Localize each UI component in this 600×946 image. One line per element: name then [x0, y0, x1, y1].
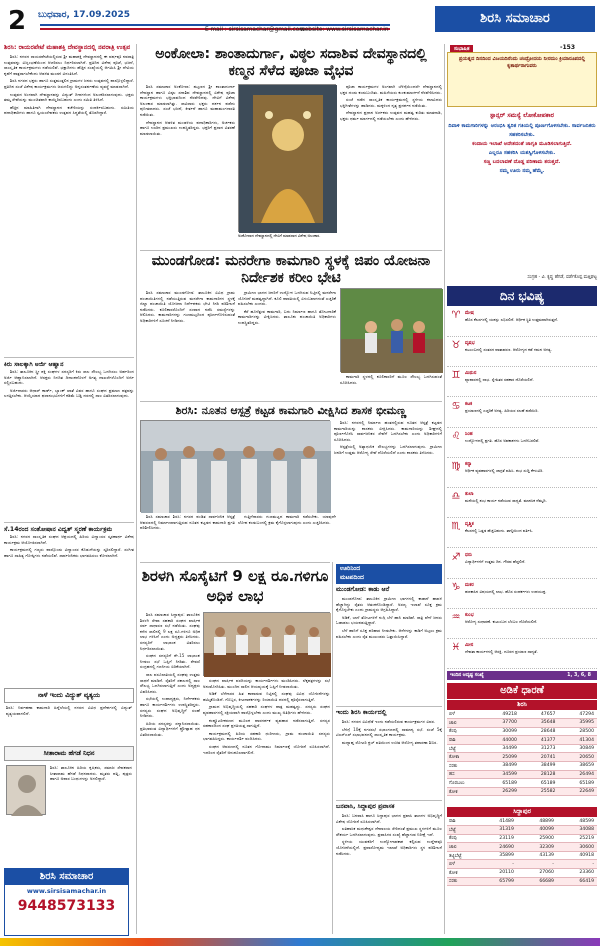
- market-price: 38659: [558, 762, 597, 771]
- rashi-row: [447, 519, 597, 548]
- ankola-deity-photo: [238, 84, 336, 232]
- market-price: 28128: [520, 770, 559, 779]
- rashi-name: ತುಲಾ: [465, 492, 474, 498]
- market-price: 31273: [520, 744, 559, 753]
- rashi-text: ಕೆಲಸದಲ್ಲಿ ಒತ್ತಡ ಹೆಚ್ಚಬಹುದು. ತಾಳ್ಮೆಯಿಂದ ವರ್ತಿಸಿ.: [465, 528, 534, 534]
- market-price: 65189: [481, 779, 520, 788]
- header-website: website: www.sirsisamachar.in: [300, 27, 389, 33]
- rashi-name: ವೃಶ್ಚಿಕ: [465, 522, 474, 528]
- market-price: 31319: [477, 826, 517, 835]
- market-price: 28500: [558, 727, 597, 736]
- subhashita-box: [447, 52, 597, 107]
- headline-mundgod: ಮುಂಡಗೋಡ: ಮನರೇಗಾ ಕಾಮಗಾರಿ ಸ್ಥಳಕ್ಕೆ ಜಿಪಂ ಯೋಜನಾ ನಿರ್ದೇಶಕ ಕರೀಂ ಭೇಟಿ: [151, 253, 431, 286]
- left-story2-body: ಶಿರಸಿ: ತಾಲೂಕಿನ ಸ್ತ್ರೀ ಶಕ್ತಿ ಸಂಘಗಳ ಸದಸ್ಯರಿಗೆ ಕಿರು ಸಾಲ ಸೌಲಭ್ಯ ಒದಗಿಸಲು ಅರ್ಹರಿಂದ ಅರ್ಜಿ ಆಹ್ವಾನಿಸಲಾಗಿದೆ. ಆಸಕ್ತರು ನಿಗದಿತ ದಿನಾಂಕದೊಳಗೆ ಅಗತ್ಯ ದಾಖಲೆಗಳೊಂದಿಗೆ ಅರ್ಜಿ ಸಲ್ಲಿಸಬಹುದು. ಅರ್ಜಿದಾರರು ಆಧಾರ್ ಕಾರ್ಡ್, ಬ್ಯಾಂಕ್ ಖಾತೆ ವಿವರ ಹಾಗೂ ಸಂಘದ ಪ್ರಮಾಣ ಪತ್ರವನ್ನು ಲಗತ್ತಿಸಬೇಕು. ಆಯ್ಕೆಯಾದ ಫಲಾನುಭವಿಗಳಿಗೆ ಕಡಿಮೆ ಬಡ್ಡಿ ದರದಲ್ಲಿ ಸಾಲ ವಿತರಿಸಲಾಗುವುದು.: [4, 369, 134, 399]
- rashi-text: ವ್ಯಾಪಾರದಲ್ಲಿ ಲಾಭ. ಸ್ನೇಹಿತರ ಸಹಕಾರ ದೊರೆಯಲಿದೆ.: [465, 377, 534, 383]
- market-variety: ಹಸ: [447, 770, 481, 779]
- market-row: [447, 753, 597, 762]
- zodiac-sign-icon: ♎: [451, 491, 461, 503]
- story-shiralagi-col2: ಸಂಘದ ವಾರ್ಷಿಕ ವರದಿಯನ್ನು ಕಾರ್ಯದರ್ಶಿಗಳು ಮಂಡಿಸಿದರು. ಲೆಕ್ಕಪತ್ರಗಳನ್ನು ಸಭೆ ಅನುಮೋದಿಸಿತು. ಮುಂದಿನ ಸಾಲಿನ ಆಯವ್ಯಯಕ್ಕೆ ಒಪ್ಪಿಗೆ ನೀಡಲಾಯಿತು. ಅಡಿಕೆ ಬೆಳೆಗಾರರ ಹಿತ ಕಾಪಾಡುವ ನಿಟ್ಟಿನಲ್ಲಿ ಸಂಘವು ವಿವಿಧ ಯೋಜನೆಗಳನ್ನು ಹಮ್ಮಿಕೊಂಡಿದೆ. ಗೊಬ್ಬರ, ಕೀಟನಾಶಕಗಳನ್ನು ರಿಯಾಯಿತಿ ದರದಲ್ಲಿ ಪೂರೈಸಲಾಗುತ್ತಿದೆ. ಗ್ರಾಮದ ಅಭಿವೃದ್ಧಿಯಲ್ಲಿ ಸಹಕಾರಿ ಸಂಘಗಳ ಪಾತ್ರ ಮಹತ್ವದ್ದು. ಸದಸ್ಯರು ಸಂಘದ ವ್ಯವಹಾರಗಳಲ್ಲಿ ಸಕ್ರಿಯವಾಗಿ ಪಾಲ್ಗೊಳ್ಳಬೇಕು ಎಂದು ಮುಖ್ಯ ಅತಿಥಿಗಳು ಹೇಳಿದರು. ಕಂಪ್ಯೂಟರೀಕರಣದ ಮೂಲಕ ಪಾರದರ್ಶಕ ವ್ಯವಹಾರ ನಡೆಸಲಾಗುತ್ತಿದೆ. ಸದಸ್ಯರ ಸಹಕಾರದಿಂದ ಸಂಘ ಪ್ರಗತಿಯತ್ತ ಸಾಗುತ್ತಿದೆ. ಕಾರ್ಯಕ್ರಮದಲ್ಲಿ ಹಿರಿಯ ಸಹಕಾರಿ ಧುರೀಣರು, ಗ್ರಾಮ ಪಂಚಾಯಿತಿ ಸದಸ್ಯರು ಭಾಗವಹಿಸಿದ್ದರು. ಕಾರ್ಯದರ್ಶಿ ವಂದಿಸಿದರು. ಸಂಘದ ಆವರಣದಲ್ಲಿ ನೂತನ ಗೋದಾಮು ನಿರ್ಮಾಣಕ್ಕೆ ಯೋಜನೆ ರೂಪಿಸಲಾಗಿದೆ. ಇದರಿಂದ ರೈತರಿಗೆ ಅನುಕೂಲವಾಗಲಿದೆ.: [203, 678, 330, 755]
- page-number: 2: [8, 6, 27, 36]
- market-price: 23119: [477, 834, 517, 843]
- market-price: 23360: [557, 869, 597, 878]
- market-row: [447, 877, 597, 886]
- market-price: 65189: [520, 779, 559, 788]
- market-price: 34599: [481, 770, 520, 779]
- local-news-headline: ಮುಂಡಗೋಡ: ಕಾಡು ಆನೆ: [336, 586, 390, 593]
- story-mundgod-col2: ಗ್ರಾಮೀಣ ಭಾಗದ ಜನರಿಗೆ ಉದ್ಯೋಗ ಒದಗಿಸುವ ನಿಟ್ಟಿನಲ್ಲಿ ಮನರೇಗಾ ಯೋಜನೆ ಮಹತ್ವದ್ದಾಗಿದೆ. ಕೂಲಿ ಪಾವತಿಯಲ್ಲಿ ವಿಳಂಬವಾಗದಂತೆ ಎಚ್ಚರಿಕೆ ವಹಿಸಬೇಕು ಎಂದರು. ಕೆರೆ ಹೂಳೆತ್ತುವ ಕಾಮಗಾರಿ, ಬದು ನಿರ್ಮಾಣ ಹಾಗೂ ತೋಟಗಾರಿಕೆ ಕಾಮಗಾರಿಗಳನ್ನು ವೀಕ್ಷಿಸಿದರು. ತಾಲೂಕು ಪಂಚಾಯಿತಿ ಅಧಿಕಾರಿಗಳು ಉಪಸ್ಥಿತರಿದ್ದರು.: [238, 290, 336, 325]
- story-hospital-col2: ಗುತ್ತಿಗೆದಾರರು ಗುಣಮಟ್ಟದ ಕಾಮಗಾರಿ ನಡೆಸಬೇಕು. ಯಾವುದೇ ಲೋಪ ಕಂಡುಬಂದಲ್ಲಿ ಕ್ರಮ ಕೈಗೊಳ್ಳಲಾಗುವುದು ಎಂದು ಎಚ್ಚರಿಸಿದರು.: [238, 514, 336, 525]
- rashi-row: [447, 308, 597, 337]
- market-price: 35899: [477, 851, 517, 860]
- market-row: [447, 762, 597, 771]
- market-price: 48899: [517, 817, 557, 826]
- market-price: 41377: [520, 736, 559, 745]
- zodiac-sign-icon: ♑: [451, 581, 461, 593]
- sirsi-market-heading: ಶಿರಸಿ: [447, 700, 597, 710]
- local-tag-1: ಊರಿನಿಂದ: [340, 565, 361, 572]
- obituary: [4, 763, 134, 843]
- market-variety: ಕೋಕ: [447, 787, 481, 796]
- market-variety: ರಾಶಿ: [447, 736, 481, 745]
- market-price: 65189: [558, 779, 597, 788]
- issue-date: ಬುಧವಾರ, 17.09.2025: [38, 10, 130, 20]
- market-price: 34499: [481, 744, 520, 753]
- rashi-name: ಕನ್ಯಾ: [465, 462, 472, 467]
- sirsi-market-table: [447, 700, 597, 796]
- market-row: [447, 736, 597, 745]
- notice-headline: ಸ್ಪಾನ್ಸರ್ ಸಮಸ್ಯೆ ಲೋಕೋಪಕಾರ: [489, 112, 555, 119]
- meeting-dais-icon: [204, 613, 331, 677]
- market-price: 49218: [481, 710, 520, 719]
- market-variety: ಚಾಲಿ: [447, 843, 477, 852]
- market-row: [447, 727, 597, 736]
- market-price: 34088: [557, 826, 597, 835]
- market-price: 35648: [520, 719, 559, 728]
- zodiac-sign-icon: ♌: [451, 430, 461, 442]
- market-price: 47294: [558, 710, 597, 719]
- market-variety: ಚಾಲಿ: [447, 719, 481, 728]
- market-row: [447, 860, 597, 869]
- market-variety: ಕೋಕ: [447, 869, 477, 878]
- zodiac-sign-icon: ♓: [451, 642, 461, 654]
- left-column: [4, 44, 134, 864]
- power-cut-headline: ನಾಳೆ ಇಂದು ವಿದ್ಯುತ್ ವ್ಯತ್ಯಯ: [4, 688, 134, 703]
- market-price: 30600: [557, 843, 597, 852]
- masthead: ಶಿರಸಿ ಸಮಾಚಾರ: [435, 6, 595, 32]
- market-variety: ಕೆಂಪು: [447, 834, 477, 843]
- market-price: -: [517, 860, 557, 869]
- logo-phone: 9448573133: [17, 898, 116, 914]
- logo-site: www.sirsisamachar.in: [26, 887, 107, 895]
- zodiac-sign-icon: ♋: [451, 400, 461, 412]
- rashi-name: ಮಕರ: [465, 582, 474, 588]
- siddapur-market-heading: ಸಿದ್ದಾಪುರ: [447, 807, 597, 817]
- market-row: [447, 869, 597, 878]
- market-row: [447, 744, 597, 753]
- today-body: ಶಿರಸಿ: ನಗರದ ವಿವಿಧೆಡೆ ಇಂದು ನಡೆಯಲಿರುವ ಕಾರ್ಯಕ್ರಮಗಳ ವಿವರ. ಬೆಳಿಗ್ಗೆ 10ಕ್ಕೆ ನಗರಸಭೆ ಸಭಾಂಗಣದಲ್ಲಿ ಸಾಮಾನ್ಯ ಸಭೆ. ಸಂಜೆ 5ಕ್ಕೆ ಟಿಎಸ್ಎಸ್ ಸಭಾಭವನದಲ್ಲಿ ಸಾಂಸ್ಕೃತಿಕ ಕಾರ್ಯಕ್ರಮ. ಮಧ್ಯಾಹ್ನ ರೋಟರಿ ಕ್ಲಬ್ ವತಿಯಿಂದ ಉಚಿತ ಆರೋಗ್ಯ ತಪಾಸಣಾ ಶಿಬಿರ.: [336, 719, 442, 745]
- field-visit-icon: [341, 289, 443, 373]
- officials-group-icon: [141, 421, 331, 513]
- column-divider: [136, 44, 137, 934]
- subhashita-number: -153: [560, 44, 576, 51]
- zodiac-sign-icon: ♉: [451, 340, 461, 352]
- notice-body: ದಿವಾಳಿ ಕಾಮಗಾರಿಗಳನ್ನು ಆರಂಭಿಸಿ ತ್ವರಿತ ಗತಿಯಲ್ಲಿ ಪೂರ್ಣಗೊಳಿಸಬೇಕು. ಸಾರ್ವಜನಿಕರು ಸಹಕರಿಸಬೇಕು. ಕಂದಾಯ ಇಲಾಖೆ ಆದೇಶದಂತೆ ಜಾಗೃತಿ ಮೂಡಿಸಲಾಗುತ್ತಿದೆ. ಎಲ್ಲರೂ ಸಹಕರಿಸಿ ಯಶಸ್ವಿಗೊಳಿಸಬೇಕು. ಸಣ್ಣ ಬದಲಾವಣೆ ದೊಡ್ಡ ಪರಿಣಾಮ ತರುತ್ತದೆ. ನಮ್ಮ ಊರು ನಮ್ಮ ಹೆಮ್ಮೆ.: [448, 123, 596, 174]
- rashi-row: [447, 368, 597, 397]
- market-price: 35995: [558, 719, 597, 728]
- market-variety: ಬೆಟ್ಟೆ: [447, 744, 481, 753]
- market-variety: ಕೋಕಾ: [447, 753, 481, 762]
- rashi-name: ಕುಂಭ: [465, 613, 474, 618]
- rashi-text: ಮನೆಯಲ್ಲಿ ಶುಭ ಕಾರ್ಯ ನಡೆಯುವ ಸಾಧ್ಯತೆ. ಮಾನಸಿಕ ನೆಮ್ಮದಿ.: [465, 498, 547, 504]
- market-price: 28648: [520, 727, 559, 736]
- footer-color-strip: [0, 938, 600, 946]
- story-ankola-col1: ಶಿರಸಿ ಸಮಾಚಾರ ಅಂಕೋಲಾ: ಪಟ್ಟಣದ ಶ್ರೀ ಶಾಂತಾದುರ್ಗಾ ದೇವಸ್ಥಾನ ಹಾಗೂ ವಿಠ್ಠಲ ಸದಾಶಿವ ದೇವಸ್ಥಾನದಲ್ಲಿ ವಿಶೇಷ ಪೂಜಾ ಕಾರ್ಯಕ್ರಮಗಳು ಭಕ್ತಿಭಾವದಿಂದ ನೆರವೇರಿದವು. ದೇವಿಗೆ ವಿಶೇಷ ಅಲಂಕಾರ ಮಾಡಲಾಗಿತ್ತು. ಸಾವಿರಾರು ಭಕ್ತರು ದರ್ಶನ ಪಡೆದು ಪುನೀತರಾದರು. ಸಂಜೆ ಭಜನೆ, ಕೀರ್ತನೆ ಹಾಗೂ ಮಹಾಮಂಗಳಾರತಿ ನಡೆಯಿತು. ದೇವಸ್ಥಾನದ ಆಡಳಿತ ಮಂಡಳಿಯ ಪದಾಧಿಕಾರಿಗಳು, ಅರ್ಚಕರು ಹಾಗೂ ಊರಿನ ಪ್ರಮುಖರು ಉಪಸ್ಥಿತರಿದ್ದರು. ಭಕ್ತರಿಗೆ ಪ್ರಸಾದ ವಿತರಣೆ ಮಾಡಲಾಯಿತು.: [140, 84, 235, 136]
- rashi-row: [447, 610, 597, 639]
- market-row: [447, 851, 597, 860]
- market-variety: ಗೊರಬಲು: [447, 779, 481, 788]
- market-price: 30849: [558, 744, 597, 753]
- market-row: [447, 787, 597, 796]
- story-shiralagi-col1: ಶಿರಸಿ ಸಮಾಚಾರ ಸಿದ್ದಾಪುರ: ತಾಲೂಕಿನ ಶಿರಳಗಿ ಸೇವಾ ಸಹಕಾರಿ ಸಂಘದ ವಾರ್ಷಿಕ ಸರ್ವ ಸಾಧಾರಣ ಸಭೆ ನಡೆಯಿತು. ಸಂಘವು ಕಳೆದ ಸಾಲಿನಲ್ಲಿ 9 ಲಕ್ಷ ರೂ.ಗಳಿಗೂ ಅಧಿಕ ಲಾಭ ಗಳಿಸಿದೆ ಎಂದು ಅಧ್ಯಕ್ಷರು ತಿಳಿಸಿದರು. ಸದಸ್ಯರಿಗೆ ಲಾಭಾಂಶ ವಿತರಿಸಲು ನಿರ್ಧರಿಸಲಾಯಿತು. ಸಂಘದ ಸದಸ್ಯರಿಗೆ ಶೇ.15 ಲಾಭಾಂಶ ನೀಡಲು ಸಭೆ ಒಪ್ಪಿಗೆ ನೀಡಿತು. ಠೇವಣಿ ಸಂಗ್ರಹದಲ್ಲಿ ಗಣನೀಯ ಏರಿಕೆಯಾಗಿದೆ. ಸಾಲ ವಸೂಲಾತಿಯಲ್ಲಿ ಸಂಘವು ಉತ್ತಮ ಸಾಧನೆ ಮಾಡಿದೆ. ರೈತರಿಗೆ ಸಕಾಲದಲ್ಲಿ ಸಾಲ ಸೌಲಭ್ಯ ಒದಗಿಸಲಾಗುತ್ತಿದೆ ಎಂದು ಅಧ್ಯಕ್ಷರು ವಿವರಿಸಿದರು. ಸಭೆಯಲ್ಲಿ ಉಪಾಧ್ಯಕ್ಷರು, ನಿರ್ದೇಶಕರು ಹಾಗೂ ಕಾರ್ಯದರ್ಶಿಗಳು ಉಪಸ್ಥಿತರಿದ್ದರು. ಸದಸ್ಯರು ಸಂಘದ ಅಭಿವೃದ್ಧಿಗೆ ಸಲಹೆ ನೀಡಿದರು. ಹಿರಿಯ ಸದಸ್ಯರನ್ನು ಸನ್ಮಾನಿಸಲಾಯಿತು. ಪ್ರತಿಭಾವಂತ ವಿದ್ಯಾರ್ಥಿಗಳಿಗೆ ಪ್ರೋತ್ಸಾಹ ಧನ ವಿತರಿಸಲಾಯಿತು.: [140, 612, 200, 737]
- mundgod-field-photo: [340, 288, 442, 372]
- header-email: E mail : sirsisamachar@gmail.com: [205, 27, 305, 33]
- market-variety: ಬಿಳೆ: [447, 710, 481, 719]
- logo-name: ಶಿರಸಿ ಸಮಾಚಾರ: [5, 869, 128, 885]
- market-price: 26494: [558, 770, 597, 779]
- sirsi-samachar-logo: [4, 868, 129, 936]
- zodiac-sign-icon: ♈: [451, 310, 461, 321]
- rashi-text: ಆರೋಗ್ಯ ಸುಧಾರಣೆ. ಕುಟುಂಬದ ಬೆಂಬಲ ದೊರೆಯಲಿದೆ.: [465, 619, 538, 624]
- banavasi-body: ಶಿರಸಿ: ಬನವಾಸಿ ಹಾಗೂ ಸಿದ್ದಾಪುರ ಭಾಗದ ಪ್ರವಾಸಿ ತಾಣಗಳ ಅಭಿವೃದ್ಧಿಗೆ ವಿಶೇಷ ಯೋಜನೆ ರೂಪಿಸಲಾಗಿದೆ. ಐತಿಹಾಸಿಕ ಮಧುಕೇಶ್ವರ ದೇವಾಲಯ ಸೇರಿದಂತೆ ಪ್ರಮುಖ ಸ್ಥಳಗಳಿಗೆ ಮೂಲ ಸೌಕರ್ಯ ಒದಗಿಸಲಾಗುವುದು. ಪ್ರವಾಸಿಗರ ಸಂಖ್ಯೆ ಹೆಚ್ಚಾಗುವ ನಿರೀಕ್ಷೆ ಇದೆ. ಸ್ಥಳೀಯ ಯುವಕರಿಗೆ ಉದ್ಯೋಗಾವಕಾಶ ಕಲ್ಪಿಸುವ ಉದ್ದೇಶವೂ ಯೋಜನೆಯಲ್ಲಿದೆ. ಪ್ರವಾಸೋದ್ಯಮ ಇಲಾಖೆ ಅಧಿಕಾರಿಗಳು ಸ್ಥಳ ಪರಿಶೀಲನೆ ನಡೆಸಿದರು.: [336, 813, 442, 856]
- zodiac-sign-icon: ♒: [451, 612, 461, 623]
- market-price: 22649: [558, 787, 597, 796]
- market-row: [447, 826, 597, 835]
- rashi-bhavishya-title: ದಿನ ಭವಿಷ್ಯ: [447, 286, 597, 306]
- zodiac-sign-icon: ♊: [451, 370, 461, 382]
- market-price: 20741: [520, 753, 559, 762]
- market-price: 25219: [557, 834, 597, 843]
- today-headline: ಇಂದು ಶಿರಸಿ ಕಾರ್ಯದಲ್ಲಿ: [336, 709, 387, 716]
- market-price: 40918: [557, 851, 597, 860]
- market-price: 48599: [557, 817, 597, 826]
- market-variety: ಬೆಟ್ಟೆ: [447, 826, 477, 835]
- market-price: -: [557, 860, 597, 869]
- rashi-text: ಪ್ರಯಾಣದಲ್ಲಿ ಎಚ್ಚರಿಕೆ ಅಗತ್ಯ. ಹಿರಿಯರ ಸಲಹೆ ಪಡೆಯಿರಿ.: [465, 407, 539, 413]
- market-row: [447, 770, 597, 779]
- market-price: 41489: [477, 817, 517, 826]
- rashi-row: [447, 399, 597, 428]
- market-price: 20650: [558, 753, 597, 762]
- story-mundgod-col1: ಶಿರಸಿ ಸಮಾಚಾರ ಮುಂಡಗೋಡ: ತಾಲೂಕಿನ ವಿವಿಧ ಗ್ರಾಮ ಪಂಚಾಯಿತಿಗಳಲ್ಲಿ ನಡೆಯುತ್ತಿರುವ ಮನರೇಗಾ ಕಾಮಗಾರಿಗಳ ಸ್ಥಳಕ್ಕೆ ಜಿಲ್ಲಾ ಪಂಚಾಯಿತಿ ಯೋಜನಾ ನಿರ್ದೇಶಕರು ಭೇಟಿ ನೀಡಿ ಪರಿಶೀಲನೆ ನಡೆಸಿದರು. ಕೂಲಿಕಾರರೊಂದಿಗೆ ಸಂವಾದ ನಡೆಸಿ ಸಮಸ್ಯೆಗಳನ್ನು ಆಲಿಸಿದರು. ಕಾಮಗಾರಿಗಳನ್ನು ಗುಣಮಟ್ಟದಿಂದ ಪೂರ್ಣಗೊಳಿಸುವಂತೆ ಅಧಿಕಾರಿಗಳಿಗೆ ಸೂಚನೆ ನೀಡಿದರು.: [140, 290, 235, 323]
- market-price: 25582: [520, 787, 559, 796]
- market-price: 24690: [477, 843, 517, 852]
- rashi-text: ಆರ್ಥಿಕ ವ್ಯವಹಾರಗಳಲ್ಲಿ ಜಾಗ್ರತೆ ವಹಿಸಿ. ಶುಭ ಸುದ್ದಿ ಕೇಳುವಿರಿ.: [465, 468, 544, 473]
- market-price: 44000: [481, 736, 520, 745]
- left-story2-headline: ಕಿರು ಸಾಲಕ್ಕಾಗಿ ಅರ್ಜಿ ಆಹ್ವಾನ: [4, 361, 64, 368]
- market-row: [447, 710, 597, 719]
- market-price: 25900: [517, 834, 557, 843]
- market-row: [447, 843, 597, 852]
- rashi-name: ಕಟಕ: [465, 401, 473, 407]
- local-news-body: ಮುಂಡಗೋಡ: ತಾಲೂಕಿನ ಗ್ರಾಮೀಣ ಭಾಗಗಳಲ್ಲಿ ಕಾಡಾನೆ ಹಾವಳಿ ಹೆಚ್ಚಾಗಿದ್ದು ರೈತರು ಆತಂಕಗೊಂಡಿದ್ದಾರೆ. ಅರಣ್ಯ ಇಲಾಖೆ ಸೂಕ್ತ ಕ್ರಮ ಕೈಗೊಳ್ಳಬೇಕು ಎಂದು ಗ್ರಾಮಸ್ಥರು ಆಗ್ರಹಿಸಿದ್ದಾರೆ. ಅಡಿಕೆ, ಬಾಳೆ ತೋಟಗಳಿಗೆ ನುಗ್ಗಿ ಬೆಳೆ ಹಾನಿ ಮಾಡಿವೆ. ರಾತ್ರಿ ವೇಳೆ ಜನರು ಓಡಾಡಲು ಭಯಪಡುತ್ತಿದ್ದಾರೆ. ಬೆಳೆ ಹಾನಿಗೆ ಸೂಕ್ತ ಪರಿಹಾರ ನೀಡಬೇಕು. ಆನೆಗಳನ್ನು ಕಾಡಿಗೆ ಅಟ್ಟಲು ಕ್ರಮ ವಹಿಸಬೇಕು ಎಂದು ರೈತ ಮುಖಂಡರು ಒತ್ತಾಯಿಸಿದ್ದಾರೆ.: [336, 596, 442, 639]
- market-row: [447, 834, 597, 843]
- rashi-row: [447, 550, 597, 579]
- local-news-banner: [336, 564, 442, 584]
- main-section: [140, 46, 442, 80]
- market-row: [447, 779, 597, 788]
- siddapur-market-table: [447, 807, 597, 886]
- market-price: 38499: [520, 762, 559, 771]
- rashi-text: ಉದ್ಯೋಗದಲ್ಲಿ ಪ್ರಗತಿ. ಹೊಸ ಅವಕಾಶಗಳು ಒದಗಿಬರಲಿವೆ.: [465, 437, 540, 443]
- market-price: 20110: [477, 869, 517, 878]
- rashi-name: ಮೇಷ: [465, 311, 474, 316]
- rashi-row: [447, 580, 597, 609]
- lucky-number-bar: [447, 671, 597, 680]
- banavasi-headline: ಬನವಾಸಿ, ಸಿದ್ದಾಪುರ ಪ್ರವಾಸಕ: [336, 803, 395, 810]
- left-story3-body: ಶಿರಸಿ: ನಗರದ ಸಾಂಸ್ಕೃತಿಕ ಸಂಘದ ಆಶ್ರಯದಲ್ಲಿ ಹಿರಿಯ ವಿದ್ವಾಂಸರ ಸ್ಮರಣಾರ್ಥ ವಿಶೇಷ ಕಾರ್ಯಕ್ರಮ ಆಯೋಜಿಸಲಾಗಿದೆ. ಕಾರ್ಯಕ್ರಮದಲ್ಲಿ ಗಣ್ಯರು ಪಾಲ್ಗೊಂಡು ವಿದ್ವಾಂಸರ ಕೊಡುಗೆಯನ್ನು ಸ್ಮರಿಸಲಿದ್ದಾರೆ. ಸಂಗೀತ ಹಾಗೂ ಸಾಹಿತ್ಯ ಗೋಷ್ಠಿಗಳು ನಡೆಯಲಿವೆ. ಸಾರ್ವಜನಿಕರು ಭಾಗವಹಿಸಲು ಕೋರಲಾಗಿದೆ.: [4, 534, 134, 558]
- market-variety: ಕೆಂಪು: [447, 727, 481, 736]
- market-variety: ಸರಕು: [447, 762, 481, 771]
- story-ankola-col3: ಪೂಜಾ ಕಾರ್ಯಕ್ರಮಗಳ ಅಂಗವಾಗಿ ಬೆಳಿಗ್ಗೆಯಿಂದಲೇ ದೇವಸ್ಥಾನದಲ್ಲಿ ಭಕ್ತರ ದಂಡು ಕಂಡುಬಂದಿತು. ಮಹಿಳೆಯರು ಕುಂಕುಮಾರ್ಚನೆ ನೆರವೇರಿಸಿದರು. ಸಂಜೆ ನಡೆದ ಸಾಂಸ್ಕೃತಿಕ ಕಾರ್ಯಕ್ರಮದಲ್ಲಿ ಸ್ಥಳೀಯ ಕಲಾವಿದರು ಭಕ್ತಿಗೀತೆಗಳನ್ನು ಹಾಡಿದರು. ಮಕ್ಕಳಿಂದ ನೃತ್ಯ ಪ್ರದರ್ಶನ ನಡೆಯಿತು. ದೇವಸ್ಥಾನದ ಪ್ರಧಾನ ಅರ್ಚಕರು ಉತ್ಸವದ ಮಹತ್ವ ಕುರಿತು ಮಾತನಾಡಿ, ಭಕ್ತರು ಧರ್ಮ ಮಾರ್ಗದಲ್ಲಿ ನಡೆಯಬೇಕು ಎಂದು ಹೇಳಿದರು.: [340, 84, 442, 121]
- headline-shiralagi: ಶಿರಳಗಿ ಸೊಸೈಟಿಗೆ 9 ಲಕ್ಷ ರೂ.ಗಳಿಗೂ ಅಧಿಕ ಲಾಭ: [141, 567, 329, 605]
- shiralagi-meeting-photo: [203, 612, 330, 676]
- market-price: 27060: [517, 869, 557, 878]
- story-hospital-col1: ಶಿರಸಿ ಸಮಾಚಾರ ಶಿರಸಿ: ನಗರದ ಪಂಡಿತ ಸಾರ್ವಜನಿಕ ಆಸ್ಪತ್ರೆ ಆವರಣದಲ್ಲಿ ನಿರ್ಮಾಣವಾಗುತ್ತಿರುವ ನೂತನ ಕಟ್ಟಡದ ಕಾಮಗಾರಿ ಪ್ರಗತಿ ಪರಿಶೀಲಿಸಿದರು.: [140, 514, 235, 531]
- headline-hospital: ಶಿರಸಿ: ನೂತನ ಆಸ್ಪತ್ರೆ ಕಟ್ಟಡ ಕಾಮಗಾರಿ ವೀಕ್ಷಿಸಿದ ಶಾಸಕ ಭೀಮಣ್ಣ: [175, 404, 407, 417]
- market-price: 65799: [477, 877, 517, 886]
- lucky-number-label: ಇಂದಿನ ಅದೃಷ್ಟ ಸಂಖ್ಯೆ: [450, 673, 484, 678]
- rashi-text: ಹಣಕಾಸಿನ ವಿಷಯದಲ್ಲಿ ಲಾಭ. ಹೊಸ ಸಂಪರ್ಕಗಳು ಉಪಯುಕ್ತ.: [465, 588, 547, 594]
- rashi-name: ಮೀನ: [465, 643, 474, 649]
- market-price: 43139: [517, 851, 557, 860]
- rashi-name: ಸಿಂಹ: [465, 431, 473, 437]
- power-cut-body: ಶಿರಸಿ: ನಿರ್ವಹಣಾ ಕಾಮಗಾರಿ ಹಿನ್ನೆಲೆಯಲ್ಲಿ ನಗರದ ವಿವಿಧ ಪ್ರದೇಶಗಳಲ್ಲಿ ವಿದ್ಯುತ್ ವ್ಯತ್ಯಯವಾಗಲಿದೆ.: [6, 705, 132, 716]
- rashi-row: [447, 429, 597, 458]
- areca-price-title: ಅಡಿಕೆ ಧಾರಣೆ: [447, 683, 597, 699]
- story-mundgod-col3: ಕಾಮಗಾರಿ ಸ್ಥಳದಲ್ಲಿ ಕೂಲಿಕಾರರಿಗೆ ಮೂಲ ಸೌಲಭ್ಯ ಒದಗಿಸುವಂತೆ ಸೂಚಿಸಿದರು.: [340, 374, 442, 385]
- notice-credit: ಸಂಗ್ರಹ - ವಿ. ಕೃಷ್ಣ ಹೆಗಡೆ, ವರ್ಡೆಕೊಪ್ಪ ಮತ್ತಿಘಟ್ಟ: [527, 275, 597, 280]
- subhashita-verse: ಪ್ರಯತ್ನದ ದಿನದಿಂದ ವಿಜಯದಿನೆಂದು ಚಂದ್ರೋದಯ ನೀರದುಂ ಕ್ರಿಯಾರೂಪದಲ್ಲಿ ಕೃತಾರ್ಥರಾಗುವರು: [458, 56, 586, 69]
- market-row: [447, 719, 597, 728]
- market-price: 25099: [481, 753, 520, 762]
- rashi-row: [447, 459, 597, 488]
- ankola-photo-caption: ಅಂಕೋಲಾದ ದೇವಸ್ಥಾನದಲ್ಲಿ ದೇವಿಗೆ ಮಾಡಲಾದ ವಿಶೇಷ ಅಲಂಕಾರ.: [238, 233, 321, 238]
- rashi-row: [447, 640, 597, 669]
- rashi-text: ಹೊಸ ಕೆಲಸಗಳಲ್ಲಿ ಯಶಸ್ಸು ಲಭಿಸಲಿದೆ. ಆರ್ಥಿಕ ಸ್ಥಿತಿ ಉತ್ತಮವಾಗಿರುತ್ತದೆ.: [465, 317, 559, 322]
- headline-ankola: ಅಂಕೋಲಾ: ಶಾಂತಾದುರ್ಗಾ, ವಿಠ್ಠಲ ಸದಾಶಿವ ದೇವಸ್ಥಾನದಲ್ಲಿ ಕಣ್ಮನ ಸೆಳೆದ ಪೂಜಾ ವೈಭವ: [155, 46, 427, 79]
- obituary-photo: [6, 765, 46, 815]
- left-story3-headline: ಸೆ.14ರಂದ ಸಂತೋಷಾನ ವಿದ್ವತ್ ಸ್ಮರಣೆ ಕಾರ್ಯಕ್ರಮ: [4, 526, 113, 533]
- hospital-visit-photo: [140, 420, 330, 512]
- local-tag-2: ಮಟಪದಿಂದ: [340, 574, 364, 581]
- deity-shrine-icon: [239, 85, 337, 233]
- obituary-body: ಶಿರಸಿ: ತಾಲೂಕಿನ ಹಿರಿಯ ಕೃಷಿಕರು, ಸಮಾಜ ಸೇವಕರಾದ ಸೀತಾರಾಮ ಹೆಗಡೆ ನಿಧನರಾದರು. ಮೃತರು ಪತ್ನಿ, ಪುತ್ರರು ಹಾಗೂ ಅಪಾರ ಬಂಧುಗಳನ್ನು ಅಗಲಿದ್ದಾರೆ.: [50, 765, 132, 782]
- rashi-name: ವೃಷಭ: [465, 341, 475, 347]
- market-price: 66419: [557, 877, 597, 886]
- market-price: 47657: [520, 710, 559, 719]
- obituary-headline: ಸೀತಾರಾಮ ಹೆಗಡೆ ನಿಧನ: [4, 746, 134, 761]
- rashi-text: ವಿದ್ಯಾರ್ಥಿಗಳಿಗೆ ಉತ್ತಮ ದಿನ. ಗೌರವ ಹೆಚ್ಚಲಿದೆ.: [465, 558, 526, 564]
- rashi-name: ಧನು: [465, 552, 472, 558]
- zodiac-sign-icon: ♏: [451, 521, 461, 533]
- market-variety: ಸರಕು: [447, 877, 477, 886]
- left-story1-body: ಶಿರಸಿ: ನಗರದ ರಾಯರಪೇಟೆಯಲ್ಲಿರುವ ಶ್ರೀ ಮಹಾಶಕ್ತಿ ದೇವಸ್ಥಾನದಲ್ಲಿ ಈ ವರ್ಷವೂ ನವರಾತ್ರಿ ಉತ್ಸವವನ್ನು ವಿಜೃಂಭಣೆಯಿಂದ ಆಚರಿಸಲು ನಿರ್ಧರಿಸಲಾಗಿದೆ. ಪ್ರತಿದಿನ ವಿಶೇಷ ಪೂಜೆ, ಭಜನೆ, ಸಾಂಸ್ಕೃತಿಕ ಕಾರ್ಯಕ್ರಮಗಳು ನಡೆಯಲಿವೆ. ಭಕ್ತಾದಿಗಳು ಹೆಚ್ಚಿನ ಸಂಖ್ಯೆಯಲ್ಲಿ ಆಗಮಿಸಿ ಶ್ರೀ ದೇವಿಯ ಕೃಪೆಗೆ ಪಾತ್ರರಾಗಬೇಕೆಂದು ಆಡಳಿತ ಮಂಡಳಿ ವಿನಂತಿಸಿದೆ. ಶಿರಸಿ ನಗರದ ಭಕ್ತರು ಹಾಗೂ ಸುತ್ತಮುತ್ತಲಿನ ಗ್ರಾಮಗಳ ಜನರು ಉತ್ಸವದಲ್ಲಿ ಪಾಲ್ಗೊಳ್ಳಲಿದ್ದಾರೆ. ಪ್ರತಿದಿನ ಸಂಜೆ ವಿಶೇಷ ಕಾರ್ಯಕ್ರಮಗಳು ಜರುಗಲಿದ್ದು ಅನ್ನಸಂತರ್ಪಣೆಯ ವ್ಯವಸ್ಥೆ ಮಾಡಲಾಗಿದೆ. ಉತ್ಸವದ ಅಂಗವಾಗಿ ದೇವಸ್ಥಾನವನ್ನು ವಿದ್ಯುತ್ ದೀಪಗಳಿಂದ ಅಲಂಕರಿಸಲಾಗುವುದು. ಭಕ್ತರು ತಮ್ಮ ಸೇವೆಯನ್ನು ಮುಂಚಿತವಾಗಿ ಕಾಯ್ದಿರಿಸಬಹುದು ಎಂದು ಸಮಿತಿ ತಿಳಿಸಿದೆ. ಹೆಚ್ಚಿನ ಮಾಹಿತಿಗಾಗಿ ದೇವಸ್ಥಾನದ ಕಚೇರಿಯನ್ನು ಸಂಪರ್ಕಿಸಬಹುದು. ಸಮಿತಿಯ ಪದಾಧಿಕಾರಿಗಳು ಹಾಗೂ ಸ್ವಯಂಸೇವಕರು ಉತ್ಸವದ ಸಿದ್ಧತೆಯಲ್ಲಿ ತೊಡಗಿದ್ದಾರೆ.: [4, 54, 134, 116]
- rashi-row: [447, 489, 597, 518]
- market-price: 40099: [517, 826, 557, 835]
- market-variety: ತಟ್ಟಿಬೆಟ್ಟೆ: [447, 851, 477, 860]
- rashi-name: ಮಿಥುನ: [465, 371, 477, 377]
- market-variety: ರಾಶಿ: [447, 817, 477, 826]
- rashi-text: ದೇವತಾ ಕಾರ್ಯಗಳಲ್ಲಿ ಆಸಕ್ತಿ. ದೂರದ ಪ್ರಯಾಣ ಸಾಧ್ಯತೆ.: [465, 649, 538, 655]
- left-story1-headline: ಶಿರಸಿ: ರಾಯರಪೇಟೆ ಮಹಾಶಕ್ತಿ ದೇವಸ್ಥಾನದಲ್ಲಿ ನವರಾತ್ರಿ ಉತ್ಸವ: [4, 44, 131, 51]
- zodiac-sign-icon: ♐: [451, 551, 461, 563]
- market-variety: ಬಿಳೆ: [447, 860, 477, 869]
- person-silhouette-icon: [7, 766, 47, 816]
- market-price: 38499: [481, 762, 520, 771]
- market-price: 32309: [517, 843, 557, 852]
- market-row: [447, 817, 597, 826]
- zodiac-sign-icon: ♍: [451, 461, 461, 472]
- page-header: [0, 0, 600, 40]
- market-price: 66689: [517, 877, 557, 886]
- market-price: 26299: [481, 787, 520, 796]
- rashi-text: ಕುಟುಂಬದಲ್ಲಿ ಸಂತಸದ ವಾತಾವರಣ. ಆರೋಗ್ಯದ ಕಡೆ ಗಮನ ಅಗತ್ಯ.: [465, 347, 553, 353]
- market-price: 30099: [481, 727, 520, 736]
- market-price: -: [477, 860, 517, 869]
- lucky-numbers: 1, 3, 6, 8: [567, 673, 591, 678]
- rashi-row: [447, 338, 597, 367]
- market-price: 37700: [481, 719, 520, 728]
- subhashita-label: ಸುಭಾಷಿತ: [450, 45, 473, 53]
- story-hospital-body: ಶಿರಸಿ: ನಗರದಲ್ಲಿ ನಿರ್ಮಾಣ ಹಂತದಲ್ಲಿರುವ ನೂತನ ಆಸ್ಪತ್ರೆ ಕಟ್ಟಡದ ಕಾಮಗಾರಿಯನ್ನು ಶಾಸಕರು ವೀಕ್ಷಿಸಿದರು. ಕಾಮಗಾರಿಯನ್ನು ಶೀಘ್ರದಲ್ಲಿ ಪೂರ್ಣಗೊಳಿಸಿ ಸಾರ್ವಜನಿಕರ ಸೇವೆಗೆ ಒದಗಿಸಬೇಕು ಎಂದು ಅಧಿಕಾರಿಗಳಿಗೆ ಸೂಚಿಸಿದರು. ಆಸ್ಪತ್ರೆಯಲ್ಲಿ ಅತ್ಯಾಧುನಿಕ ಸೌಲಭ್ಯಗಳನ್ನು ಒದಗಿಸಲಾಗುವುದು. ಗ್ರಾಮೀಣ ಜನರಿಗೆ ಉತ್ತಮ ಆರೋಗ್ಯ ಸೇವೆ ದೊರೆಯಲಿದೆ ಎಂದು ಶಾಸಕರು ತಿಳಿಸಿದರು.: [334, 420, 442, 455]
- market-price: 41304: [558, 736, 597, 745]
